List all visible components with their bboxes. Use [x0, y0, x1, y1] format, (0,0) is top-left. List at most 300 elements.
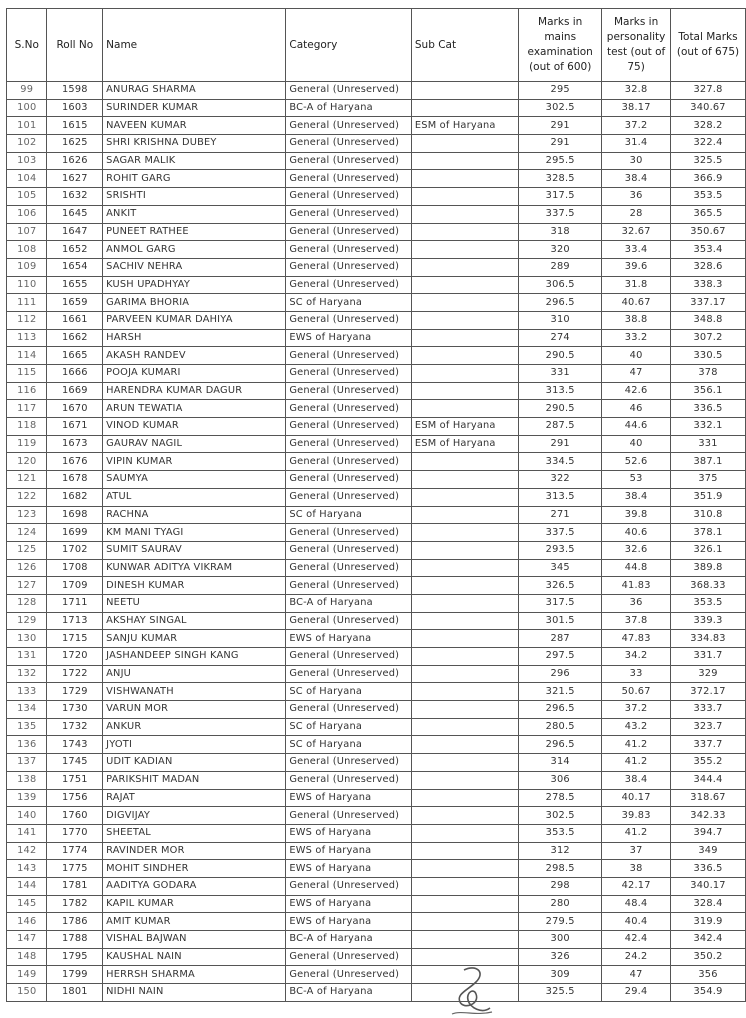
cell-mains-marks: 326	[519, 948, 602, 966]
cell-personality-marks: 53	[602, 471, 671, 489]
table-row	[7, 807, 746, 825]
cell-category: General (Unreserved)	[286, 541, 412, 559]
cell-total-marks: 339.3	[671, 612, 746, 630]
cell-roll-no: 1627	[47, 170, 103, 188]
cell-mains-marks: 287.5	[519, 418, 602, 436]
cell-personality-marks: 41.83	[602, 577, 671, 595]
cell-personality-marks: 38.4	[602, 170, 671, 188]
cell-sub-cat	[411, 223, 518, 241]
table-row	[7, 842, 746, 860]
cell-personality-marks: 39.83	[602, 807, 671, 825]
cell-sub-cat	[411, 365, 518, 383]
cell-name: ANJU	[103, 665, 286, 683]
cell-sno: 147	[7, 931, 47, 949]
table-row	[7, 276, 746, 294]
cell-sno: 132	[7, 665, 47, 683]
cell-roll-no: 1760	[47, 807, 103, 825]
cell-name: HARSH	[103, 329, 286, 347]
cell-total-marks: 342.4	[671, 931, 746, 949]
table-row	[7, 258, 746, 276]
cell-sub-cat	[411, 701, 518, 719]
table-row	[7, 400, 746, 418]
table-row	[7, 205, 746, 223]
table-row	[7, 594, 746, 612]
cell-sub-cat	[411, 541, 518, 559]
cell-sno: 107	[7, 223, 47, 241]
cell-total-marks: 342.33	[671, 807, 746, 825]
cell-sub-cat	[411, 931, 518, 949]
cell-total-marks: 336.5	[671, 860, 746, 878]
cell-sno: 111	[7, 294, 47, 312]
cell-mains-marks: 302.5	[519, 807, 602, 825]
cell-mains-marks: 302.5	[519, 99, 602, 117]
cell-category: General (Unreserved)	[286, 577, 412, 595]
table-row	[7, 382, 746, 400]
cell-roll-no: 1720	[47, 648, 103, 666]
cell-total-marks: 372.17	[671, 683, 746, 701]
cell-sub-cat	[411, 524, 518, 542]
cell-name: SHRI KRISHNA DUBEY	[103, 135, 286, 153]
cell-category: General (Unreserved)	[286, 612, 412, 630]
cell-mains-marks: 318	[519, 223, 602, 241]
cell-category: General (Unreserved)	[286, 754, 412, 772]
table-row	[7, 311, 746, 329]
cell-category: General (Unreserved)	[286, 966, 412, 984]
cell-mains-marks: 312	[519, 842, 602, 860]
cell-name: PARVEEN KUMAR DAHIYA	[103, 311, 286, 329]
cell-personality-marks: 32.6	[602, 541, 671, 559]
cell-mains-marks: 298.5	[519, 860, 602, 878]
cell-mains-marks: 310	[519, 311, 602, 329]
cell-total-marks: 353.4	[671, 241, 746, 259]
cell-category: General (Unreserved)	[286, 665, 412, 683]
cell-total-marks: 378.1	[671, 524, 746, 542]
cell-sub-cat	[411, 382, 518, 400]
cell-total-marks: 333.7	[671, 701, 746, 719]
cell-name: NAVEEN KUMAR	[103, 117, 286, 135]
cell-total-marks: 351.9	[671, 488, 746, 506]
cell-mains-marks: 314	[519, 754, 602, 772]
signature-mark	[446, 964, 496, 1018]
cell-category: BC-A of Haryana	[286, 931, 412, 949]
cell-sub-cat	[411, 188, 518, 206]
cell-personality-marks: 47	[602, 966, 671, 984]
cell-mains-marks: 290.5	[519, 347, 602, 365]
cell-sub-cat	[411, 754, 518, 772]
cell-name: VISHAL BAJWAN	[103, 931, 286, 949]
cell-total-marks: 349	[671, 842, 746, 860]
cell-roll-no: 1799	[47, 966, 103, 984]
cell-roll-no: 1670	[47, 400, 103, 418]
cell-sno: 109	[7, 258, 47, 276]
cell-total-marks: 340.17	[671, 877, 746, 895]
cell-name: JASHANDEEP SINGH KANG	[103, 648, 286, 666]
cell-name: SANJU KUMAR	[103, 630, 286, 648]
results-body	[7, 82, 746, 1002]
cell-total-marks: 328.6	[671, 258, 746, 276]
cell-mains-marks: 289	[519, 258, 602, 276]
cell-category: General (Unreserved)	[286, 365, 412, 383]
cell-personality-marks: 41.2	[602, 736, 671, 754]
table-row	[7, 789, 746, 807]
cell-name: ARUN TEWATIA	[103, 400, 286, 418]
cell-name: ANURAG SHARMA	[103, 82, 286, 100]
cell-mains-marks: 320	[519, 241, 602, 259]
cell-sub-cat	[411, 294, 518, 312]
table-row	[7, 984, 746, 1002]
cell-sno: 140	[7, 807, 47, 825]
cell-personality-marks: 40	[602, 347, 671, 365]
cell-category: General (Unreserved)	[286, 488, 412, 506]
cell-sub-cat	[411, 82, 518, 100]
cell-sno: 141	[7, 824, 47, 842]
cell-roll-no: 1732	[47, 718, 103, 736]
table-row	[7, 347, 746, 365]
cell-personality-marks: 38.8	[602, 311, 671, 329]
table-row	[7, 559, 746, 577]
cell-name: UDIT KADIAN	[103, 754, 286, 772]
cell-sno: 114	[7, 347, 47, 365]
cell-personality-marks: 44.6	[602, 418, 671, 436]
cell-mains-marks: 291	[519, 135, 602, 153]
header-mains-marks: Marks in mains examination (out of 600)	[519, 9, 602, 82]
cell-mains-marks: 278.5	[519, 789, 602, 807]
cell-name: AADITYA GODARA	[103, 877, 286, 895]
cell-roll-no: 1652	[47, 241, 103, 259]
cell-category: EWS of Haryana	[286, 860, 412, 878]
cell-personality-marks: 47.83	[602, 630, 671, 648]
cell-roll-no: 1713	[47, 612, 103, 630]
cell-name: DIGVIJAY	[103, 807, 286, 825]
cell-mains-marks: 280.5	[519, 718, 602, 736]
cell-name: ANKUR	[103, 718, 286, 736]
cell-name: RAJAT	[103, 789, 286, 807]
header-name: Name	[103, 9, 286, 82]
cell-total-marks: 365.5	[671, 205, 746, 223]
cell-personality-marks: 46	[602, 400, 671, 418]
cell-category: General (Unreserved)	[286, 807, 412, 825]
cell-sno: 125	[7, 541, 47, 559]
cell-sub-cat	[411, 824, 518, 842]
table-row	[7, 736, 746, 754]
cell-sub-cat	[411, 877, 518, 895]
table-row	[7, 895, 746, 913]
table-row	[7, 329, 746, 347]
cell-personality-marks: 39.6	[602, 258, 671, 276]
cell-sub-cat	[411, 488, 518, 506]
cell-category: General (Unreserved)	[286, 82, 412, 100]
cell-name: AMIT KUMAR	[103, 913, 286, 931]
cell-category: General (Unreserved)	[286, 223, 412, 241]
cell-personality-marks: 37.2	[602, 117, 671, 135]
cell-total-marks: 310.8	[671, 506, 746, 524]
table-row	[7, 188, 746, 206]
cell-sub-cat	[411, 347, 518, 365]
cell-personality-marks: 37.8	[602, 612, 671, 630]
cell-mains-marks: 295.5	[519, 152, 602, 170]
cell-sub-cat	[411, 860, 518, 878]
cell-category: EWS of Haryana	[286, 329, 412, 347]
table-row	[7, 718, 746, 736]
cell-roll-no: 1666	[47, 365, 103, 383]
cell-mains-marks: 291	[519, 117, 602, 135]
cell-mains-marks: 337.5	[519, 524, 602, 542]
cell-roll-no: 1730	[47, 701, 103, 719]
table-row	[7, 152, 746, 170]
cell-sno: 119	[7, 435, 47, 453]
table-row	[7, 771, 746, 789]
cell-sub-cat	[411, 913, 518, 931]
cell-name: SACHIV NEHRA	[103, 258, 286, 276]
table-row	[7, 966, 746, 984]
cell-sno: 138	[7, 771, 47, 789]
cell-sub-cat	[411, 648, 518, 666]
cell-roll-no: 1661	[47, 311, 103, 329]
cell-name: SAUMYA	[103, 471, 286, 489]
cell-sno: 136	[7, 736, 47, 754]
cell-sub-cat	[411, 276, 518, 294]
cell-total-marks: 323.7	[671, 718, 746, 736]
cell-roll-no: 1676	[47, 453, 103, 471]
cell-sno: 99	[7, 82, 47, 100]
cell-sub-cat	[411, 895, 518, 913]
cell-mains-marks: 317.5	[519, 594, 602, 612]
cell-category: General (Unreserved)	[286, 435, 412, 453]
cell-sno: 144	[7, 877, 47, 895]
cell-roll-no: 1669	[47, 382, 103, 400]
cell-mains-marks: 296.5	[519, 294, 602, 312]
cell-personality-marks: 40.4	[602, 913, 671, 931]
cell-sno: 131	[7, 648, 47, 666]
cell-name: PUNEET RATHEE	[103, 223, 286, 241]
table-row	[7, 294, 746, 312]
cell-mains-marks: 317.5	[519, 188, 602, 206]
cell-personality-marks: 32.8	[602, 82, 671, 100]
results-table	[6, 8, 746, 1002]
cell-sno: 108	[7, 241, 47, 259]
cell-sub-cat	[411, 612, 518, 630]
cell-personality-marks: 38.17	[602, 99, 671, 117]
cell-sno: 113	[7, 329, 47, 347]
cell-total-marks: 338.3	[671, 276, 746, 294]
cell-name: HARENDRA KUMAR DAGUR	[103, 382, 286, 400]
cell-sub-cat	[411, 170, 518, 188]
cell-total-marks: 319.9	[671, 913, 746, 931]
table-row	[7, 99, 746, 117]
cell-category: EWS of Haryana	[286, 824, 412, 842]
cell-roll-no: 1678	[47, 471, 103, 489]
cell-total-marks: 387.1	[671, 453, 746, 471]
cell-total-marks: 368.33	[671, 577, 746, 595]
cell-sub-cat	[411, 135, 518, 153]
cell-sno: 102	[7, 135, 47, 153]
cell-mains-marks: 301.5	[519, 612, 602, 630]
cell-sno: 128	[7, 594, 47, 612]
cell-category: EWS of Haryana	[286, 913, 412, 931]
cell-mains-marks: 353.5	[519, 824, 602, 842]
cell-sub-cat	[411, 577, 518, 595]
cell-sub-cat	[411, 559, 518, 577]
cell-roll-no: 1625	[47, 135, 103, 153]
cell-sub-cat	[411, 842, 518, 860]
cell-mains-marks: 274	[519, 329, 602, 347]
cell-roll-no: 1702	[47, 541, 103, 559]
cell-sno: 127	[7, 577, 47, 595]
cell-category: General (Unreserved)	[286, 471, 412, 489]
cell-category: General (Unreserved)	[286, 771, 412, 789]
table-row	[7, 541, 746, 559]
cell-sno: 133	[7, 683, 47, 701]
cell-roll-no: 1756	[47, 789, 103, 807]
header-personality-marks: Marks in personality test (out of 75)	[602, 9, 671, 82]
cell-mains-marks: 321.5	[519, 683, 602, 701]
cell-roll-no: 1781	[47, 877, 103, 895]
cell-total-marks: 337.17	[671, 294, 746, 312]
cell-mains-marks: 331	[519, 365, 602, 383]
cell-total-marks: 389.8	[671, 559, 746, 577]
cell-roll-no: 1665	[47, 347, 103, 365]
cell-sno: 143	[7, 860, 47, 878]
cell-category: SC of Haryana	[286, 718, 412, 736]
cell-category: SC of Haryana	[286, 294, 412, 312]
cell-roll-no: 1654	[47, 258, 103, 276]
cell-total-marks: 350.67	[671, 223, 746, 241]
cell-name: VINOD KUMAR	[103, 418, 286, 436]
cell-name: JYOTI	[103, 736, 286, 754]
cell-total-marks: 327.8	[671, 82, 746, 100]
cell-name: ANMOL GARG	[103, 241, 286, 259]
cell-roll-no: 1647	[47, 223, 103, 241]
table-row	[7, 418, 746, 436]
cell-personality-marks: 37	[602, 842, 671, 860]
cell-total-marks: 378	[671, 365, 746, 383]
cell-total-marks: 334.83	[671, 630, 746, 648]
cell-mains-marks: 293.5	[519, 541, 602, 559]
cell-name: ANKIT	[103, 205, 286, 223]
cell-total-marks: 353.5	[671, 188, 746, 206]
cell-category: General (Unreserved)	[286, 877, 412, 895]
cell-sno: 139	[7, 789, 47, 807]
cell-name: KUNWAR ADITYA VIKRAM	[103, 559, 286, 577]
cell-name: KAUSHAL NAIN	[103, 948, 286, 966]
cell-category: General (Unreserved)	[286, 453, 412, 471]
cell-sub-cat	[411, 258, 518, 276]
cell-name: KUSH UPADHYAY	[103, 276, 286, 294]
cell-personality-marks: 40.17	[602, 789, 671, 807]
cell-mains-marks: 296.5	[519, 701, 602, 719]
cell-name: POOJA KUMARI	[103, 365, 286, 383]
cell-total-marks: 356	[671, 966, 746, 984]
cell-category: General (Unreserved)	[286, 241, 412, 259]
cell-category: General (Unreserved)	[286, 170, 412, 188]
cell-personality-marks: 41.2	[602, 754, 671, 772]
cell-sub-cat: ESM of Haryana	[411, 435, 518, 453]
cell-total-marks: 336.5	[671, 400, 746, 418]
cell-sno: 110	[7, 276, 47, 294]
cell-personality-marks: 33.2	[602, 329, 671, 347]
cell-mains-marks: 334.5	[519, 453, 602, 471]
cell-roll-no: 1751	[47, 771, 103, 789]
cell-sub-cat	[411, 471, 518, 489]
cell-sno: 100	[7, 99, 47, 117]
cell-sno: 117	[7, 400, 47, 418]
header-sno: S.No	[7, 9, 47, 82]
cell-mains-marks: 279.5	[519, 913, 602, 931]
cell-sno: 148	[7, 948, 47, 966]
cell-roll-no: 1662	[47, 329, 103, 347]
header-category: Category	[286, 9, 412, 82]
cell-sub-cat	[411, 807, 518, 825]
cell-personality-marks: 32.67	[602, 223, 671, 241]
cell-roll-no: 1715	[47, 630, 103, 648]
cell-roll-no: 1708	[47, 559, 103, 577]
cell-name: NIDHI NAIN	[103, 984, 286, 1002]
cell-sno: 112	[7, 311, 47, 329]
cell-roll-no: 1645	[47, 205, 103, 223]
table-row	[7, 860, 746, 878]
cell-sub-cat	[411, 241, 518, 259]
cell-mains-marks: 306	[519, 771, 602, 789]
cell-name: SRISHTI	[103, 188, 286, 206]
cell-personality-marks: 29.4	[602, 984, 671, 1002]
cell-sno: 130	[7, 630, 47, 648]
cell-sno: 129	[7, 612, 47, 630]
cell-name: VARUN MOR	[103, 701, 286, 719]
cell-roll-no: 1743	[47, 736, 103, 754]
cell-sub-cat	[411, 665, 518, 683]
cell-roll-no: 1598	[47, 82, 103, 100]
cell-mains-marks: 297.5	[519, 648, 602, 666]
cell-sno: 122	[7, 488, 47, 506]
cell-personality-marks: 48.4	[602, 895, 671, 913]
cell-sno: 120	[7, 453, 47, 471]
table-row	[7, 506, 746, 524]
table-row	[7, 524, 746, 542]
cell-name: PARIKSHIT MADAN	[103, 771, 286, 789]
cell-sno: 149	[7, 966, 47, 984]
cell-name: AKSHAY SINGAL	[103, 612, 286, 630]
cell-category: General (Unreserved)	[286, 135, 412, 153]
cell-personality-marks: 33.4	[602, 241, 671, 259]
cell-personality-marks: 38.4	[602, 488, 671, 506]
cell-personality-marks: 38	[602, 860, 671, 878]
cell-mains-marks: 313.5	[519, 382, 602, 400]
cell-sno: 146	[7, 913, 47, 931]
table-row	[7, 683, 746, 701]
cell-roll-no: 1709	[47, 577, 103, 595]
table-row	[7, 948, 746, 966]
cell-sno: 118	[7, 418, 47, 436]
cell-name: GARIMA BHORIA	[103, 294, 286, 312]
cell-roll-no: 1603	[47, 99, 103, 117]
cell-name: SAGAR MALIK	[103, 152, 286, 170]
cell-sub-cat	[411, 771, 518, 789]
cell-total-marks: 331.7	[671, 648, 746, 666]
cell-personality-marks: 41.2	[602, 824, 671, 842]
cell-category: General (Unreserved)	[286, 311, 412, 329]
cell-sub-cat	[411, 329, 518, 347]
cell-name: ROHIT GARG	[103, 170, 286, 188]
table-row	[7, 913, 746, 931]
cell-name: KM MANI TYAGI	[103, 524, 286, 542]
cell-roll-no: 1659	[47, 294, 103, 312]
cell-sub-cat	[411, 99, 518, 117]
cell-personality-marks: 40	[602, 435, 671, 453]
cell-mains-marks: 280	[519, 895, 602, 913]
cell-total-marks: 350.2	[671, 948, 746, 966]
cell-mains-marks: 296.5	[519, 736, 602, 754]
cell-personality-marks: 47	[602, 365, 671, 383]
